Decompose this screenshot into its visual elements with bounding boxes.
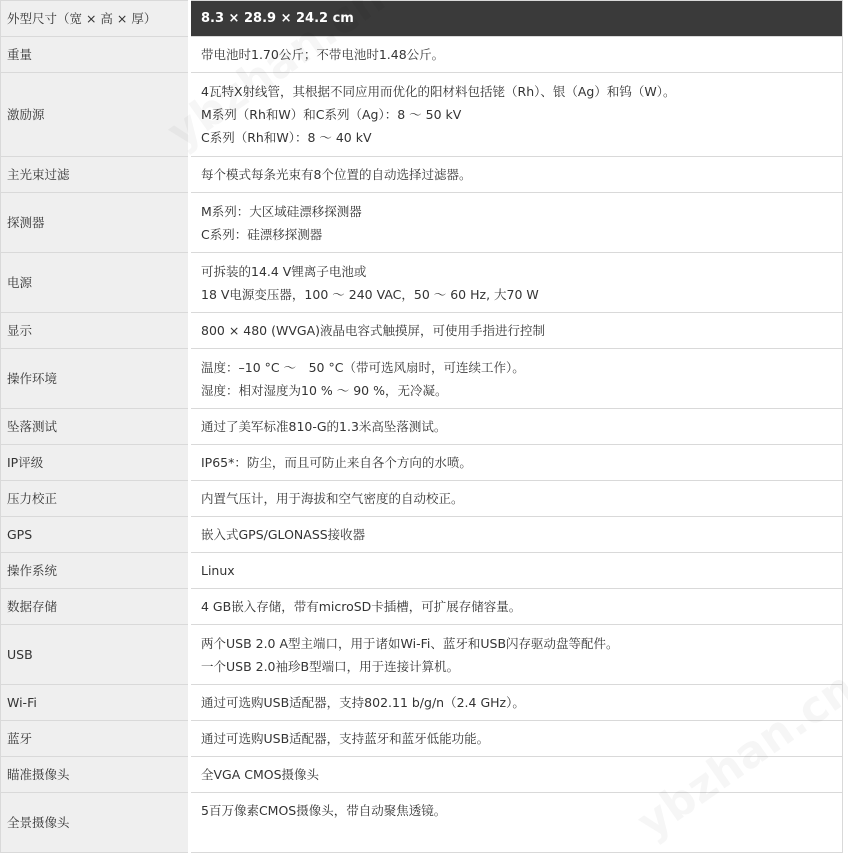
spec-value bbox=[190, 157, 843, 193]
spec-label: IP评级 bbox=[1, 445, 190, 481]
spec-value bbox=[190, 625, 843, 685]
spec-row bbox=[1, 517, 843, 553]
spec-value-line: 湿度：相对湿度为10 % ～ 90 %，无冷凝。 bbox=[201, 382, 448, 398]
spec-value-line: 内置气压计，用于海拔和空气密度的自动校正。 bbox=[201, 491, 464, 506]
spec-value-line: 通过了美军标准810-G的1.3米高坠落测试。 bbox=[201, 419, 447, 434]
spec-row bbox=[1, 553, 843, 589]
spec-value-line: M系列（Rh和W）和C系列（Ag）：8 ～ 50 kV bbox=[201, 107, 462, 122]
spec-row bbox=[1, 409, 843, 445]
spec-label: 探测器 bbox=[1, 193, 190, 253]
spec-row bbox=[1, 685, 843, 721]
spec-row bbox=[1, 625, 843, 685]
spec-row bbox=[1, 313, 843, 349]
spec-value-line: Linux bbox=[201, 563, 235, 578]
spec-value bbox=[190, 445, 843, 481]
spec-value bbox=[190, 757, 843, 793]
spec-row bbox=[1, 37, 843, 73]
spec-label: 瞄准摄像头 bbox=[1, 757, 190, 793]
spec-value-line: IP65*：防尘，而且可防止来自各个方向的水喷。 bbox=[201, 455, 472, 470]
spec-row bbox=[1, 589, 843, 625]
spec-value-line: 18 V电源变压器，100 ～ 240 VAC，50 ～ 60 Hz, 大70 W bbox=[201, 286, 539, 302]
spec-value bbox=[190, 73, 843, 157]
spec-value-line: C系列（Rh和W）：8 ～ 40 kV bbox=[201, 130, 372, 145]
spec-value-line: 每个模式每条光束有8个位置的自动选择过滤器。 bbox=[201, 167, 472, 182]
spec-label: 主光束过滤 bbox=[1, 157, 190, 193]
spec-value-line: M系列：大区域硅漂移探测器 bbox=[201, 203, 362, 219]
spec-row bbox=[1, 349, 843, 409]
spec-value bbox=[190, 1, 843, 37]
spec-value bbox=[190, 193, 843, 253]
spec-value-line: 温度：–10 °C ～ 50 °C（带可选风扇时，可连续工作）。 bbox=[201, 359, 525, 375]
spec-row bbox=[1, 445, 843, 481]
spec-value-line: 可拆装的14.4 V锂离子电池或 bbox=[201, 263, 367, 279]
spec-value-line: 8.3 × 28.9 × 24.2 cm bbox=[201, 11, 354, 26]
spec-row bbox=[1, 1, 843, 37]
spec-value-line: 通过可选购USB适配器，支持802.11 b/g/n（2.4 GHz）。 bbox=[201, 695, 525, 710]
spec-label: 压力校正 bbox=[1, 481, 190, 517]
spec-row bbox=[1, 193, 843, 253]
spec-value bbox=[190, 685, 843, 721]
spec-value bbox=[190, 37, 843, 73]
spec-value-line: C系列：硅漂移探测器 bbox=[201, 226, 323, 242]
spec-label: 操作环境 bbox=[1, 349, 190, 409]
spec-value bbox=[190, 409, 843, 445]
spec-label: 电源 bbox=[1, 253, 190, 313]
spec-value-line: 两个USB 2.0 A型主端口，用于诸如Wi-Fi、蓝牙和USB闪存驱动盘等配件。 bbox=[201, 635, 619, 651]
spec-value bbox=[190, 793, 843, 853]
spec-row bbox=[1, 157, 843, 193]
spec-value-line: 全VGA CMOS摄像头 bbox=[201, 767, 320, 782]
spec-value bbox=[190, 481, 843, 517]
spec-value-line: 4瓦特X射线管，其根据不同应用而优化的阳材料包括铑（Rh）、银（Ag）和钨（W）。 bbox=[201, 84, 676, 99]
spec-label: 激励源 bbox=[1, 73, 190, 157]
spec-label: 坠落测试 bbox=[1, 409, 190, 445]
spec-label: 全景摄像头 bbox=[1, 793, 190, 853]
spec-value-line: 5百万像素CMOS摄像头，带自动聚焦透镜。 bbox=[201, 803, 447, 818]
spec-table-body bbox=[1, 1, 843, 853]
spec-value-line: 一个USB 2.0袖珍B型端口，用于连接计算机。 bbox=[201, 658, 460, 674]
spec-value bbox=[190, 349, 843, 409]
spec-row bbox=[1, 253, 843, 313]
spec-label: 数据存储 bbox=[1, 589, 190, 625]
spec-value bbox=[190, 589, 843, 625]
spec-label: 重量 bbox=[1, 37, 190, 73]
spec-row bbox=[1, 793, 843, 853]
spec-label: GPS bbox=[1, 517, 190, 553]
spec-label: USB bbox=[1, 625, 190, 685]
spec-value-line: 通过可选购USB适配器，支持蓝牙和蓝牙低能功能。 bbox=[201, 731, 490, 746]
spec-value-line: 800 × 480 (WVGA)液晶电容式触摸屏，可使用手指进行控制 bbox=[201, 323, 546, 338]
spec-value bbox=[190, 253, 843, 313]
spec-label: 操作系统 bbox=[1, 553, 190, 589]
spec-label: 外型尺寸（宽 × 高 × 厚） bbox=[1, 1, 190, 37]
spec-row bbox=[1, 73, 843, 157]
spec-value bbox=[190, 721, 843, 757]
spec-value bbox=[190, 517, 843, 553]
spec-row bbox=[1, 721, 843, 757]
spec-value-line: 带电池时1.70公斤；不带电池时1.48公斤。 bbox=[201, 47, 445, 62]
spec-value-line: 嵌入式GPS/GLONASS接收器 bbox=[201, 527, 366, 542]
spec-value bbox=[190, 313, 843, 349]
spec-label: 显示 bbox=[1, 313, 190, 349]
spec-row bbox=[1, 481, 843, 517]
spec-value bbox=[190, 553, 843, 589]
spec-label: 蓝牙 bbox=[1, 721, 190, 757]
spec-row bbox=[1, 757, 843, 793]
spec-value-line: 4 GB嵌入存储，带有microSD卡插槽，可扩展存储容量。 bbox=[201, 599, 522, 614]
spec-label: Wi-Fi bbox=[1, 685, 190, 721]
